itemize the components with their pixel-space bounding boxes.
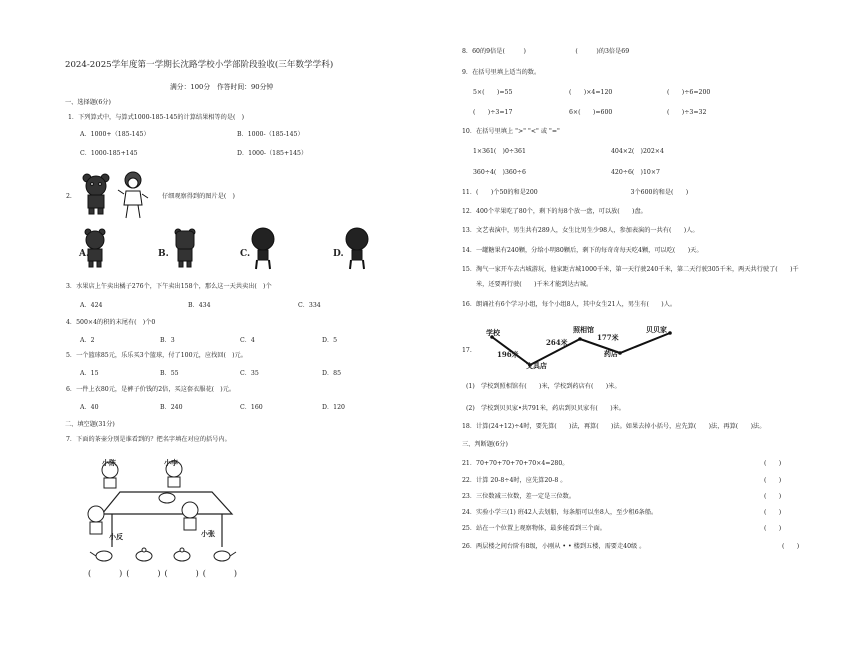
question-6: 6．一件上衣80元，是裤子价钱的2倍，买这套衣服花( )元。 [66, 386, 236, 393]
judge-question-21: 21．70+70+70+70+70×4=280。 [462, 460, 569, 467]
q1-option-a: A．1000+（185-145） [80, 131, 150, 138]
q2-option-a-label: A. [79, 249, 90, 259]
q6-option-b: B．240 [160, 404, 183, 411]
q3-option-a: A．424 [80, 302, 103, 309]
bear-figure-icon [83, 174, 109, 214]
question-15-continued: 米，还要再行驶( )千米才能到达古城。 [476, 281, 593, 288]
question-7: 7．下面的茶壶分别是谁看到的？把名字填在对应的括号内。 [66, 436, 231, 443]
boy-figure-icon [118, 172, 148, 218]
judge-answer-22[interactable]: ( ) [764, 477, 782, 484]
q6-option-c: C．160 [240, 404, 263, 411]
question-4: 4．500×4的积的末尾有( )个0 [66, 319, 156, 326]
question-18: 18．计算(24+12)÷4时，要先算( )法，再算( )法。如果去掉小括号，应先算( )法，再算( )法。 [462, 423, 766, 430]
q2-bear-and-boy-illustration [78, 170, 158, 222]
question-14: 14．一罐糖果有240颗，分给小明80颗后，剩下的每奇奇每天吃4颗，可以吃( )天。 [462, 247, 703, 254]
name-xiaofan: 小反 [109, 532, 123, 541]
q2-options-illustration [76, 225, 376, 275]
judge-answer-26[interactable]: ( ) [782, 543, 800, 550]
q4-option-d: D．5 [322, 337, 338, 344]
map-label-pharmacy: 药店 [604, 349, 618, 358]
judge-answer-23[interactable]: ( ) [764, 493, 782, 500]
q3-option-b: B．434 [188, 302, 211, 309]
option-b-bear-side-icon [175, 229, 195, 267]
name-xiaoli: 小李 [164, 458, 178, 467]
children-icon [88, 458, 198, 534]
question-1: 1．下列算式中，与算式1000-185-145的计算结果相等的是( ) [68, 114, 245, 121]
exam-title: 2024-2025学年度第一学期长沈路学校小学部阶段验收(三年数学学科) [65, 60, 334, 70]
name-xiaozhang: 小张 [201, 529, 215, 538]
teapot-on-table-icon [159, 493, 175, 503]
exam-subtitle: 满分：100分 作答时间：90分钟 [170, 83, 274, 91]
question-16: 16．朗诵社有6个学习小组，每个小组8人，其中女生21人，男生有( )人。 [462, 301, 677, 308]
q4-option-a: A．2 [80, 337, 95, 344]
q10-item-2: 404×2( )202×4 [611, 148, 664, 155]
q2-option-d-label: D. [333, 249, 344, 259]
judge-answer-25[interactable]: ( ) [764, 525, 782, 532]
q4-option-c: C．4 [240, 337, 255, 344]
q9-item-3: ( )÷6=200 [667, 89, 711, 96]
name-xiaochen: 小陈 [102, 458, 116, 467]
q10-item-4: 420÷6( )10×7 [611, 169, 660, 176]
question-10: 10．在括号里填上 ">" "<" 或 "=" [462, 128, 560, 135]
q10-item-1: 1×361( )0÷361 [473, 148, 526, 155]
map-distance-196: 196米 [497, 350, 519, 359]
q2-option-c-label: C. [240, 249, 251, 259]
question-17-number: 17. [462, 347, 472, 354]
option-c-back-icon [252, 228, 274, 269]
question-2: 仔细观察得到的图片是( ) [162, 193, 235, 200]
q6-option-a: A．40 [80, 404, 99, 411]
q9-item-5: 6×( )=600 [569, 109, 613, 116]
beibei-home-point-icon [668, 331, 672, 335]
judge-question-25: 25．站在一个位置上观察物体，最多能看到三个面。 [462, 525, 606, 532]
q5-option-c: C．35 [240, 370, 259, 377]
section-judge-heading: 三、判断题(6分) [462, 441, 508, 448]
option-a-bear-front-icon [85, 229, 105, 267]
judge-answer-24[interactable]: ( ) [764, 509, 782, 516]
pharmacy-point-icon [618, 351, 622, 355]
question-8: 8．60的9倍是( ) ( )的3倍是69 [462, 48, 630, 55]
q7-answer-blanks[interactable]: ( )( )( )( ) [88, 569, 241, 578]
q1-option-d: D．1000-（185+145） [237, 150, 308, 157]
q6-option-d: D．120 [322, 404, 345, 411]
q7-tea-table-illustration [82, 452, 252, 572]
q5-option-b: B．55 [160, 370, 179, 377]
map-label-stationery-shop: 文具店 [526, 361, 547, 370]
teapot-row-icons [90, 548, 236, 561]
q2-option-b-label: B. [158, 249, 169, 259]
question-5: 5．一个篮球85元，乐乐买3个篮球，付了100元，应找回( )元。 [66, 352, 247, 359]
question-9: 9．在括号里填上适当的数。 [462, 69, 541, 76]
q1-option-b: B．1000-（185-145） [237, 131, 304, 138]
map-distance-264: 264米 [546, 338, 568, 347]
map-label-school: 学校 [486, 328, 500, 337]
option-d-back-icon [346, 228, 368, 269]
question-2-number: 2. [66, 193, 72, 200]
question-13: 13．文艺表演中，男生共有289人，女生比男生少98人，参加表演的一共有( )人。 [462, 227, 699, 234]
question-11: 11．( )个50的和是200 3个600的和是( ) [462, 189, 689, 196]
map-distance-177: 177米 [597, 333, 619, 342]
map-label-photo-studio: 照相馆 [573, 325, 594, 334]
question-17-part-1: (1) 学校到照相馆有( )米，学校到药店有( )米。 [466, 383, 621, 390]
map-label-beibei-home: 贝贝家 [646, 325, 667, 334]
q1-option-c: C．1000-185+145 [80, 150, 138, 157]
question-17-part-2: (2) 学校到贝贝家•共791米，药店到贝贝家有( )米。 [466, 405, 625, 412]
q9-item-4: ( )÷3=17 [473, 109, 513, 116]
judge-answer-21[interactable]: ( ) [764, 460, 782, 467]
judge-question-24: 24．实验小学三(1) 班42人去划船，每条船可以坐8人，至少租6条船。 [462, 509, 658, 516]
judge-question-26: 26．两层楼之间台阶有8级，小刚从 • • 楼到五楼，需要走40级 。 [462, 543, 646, 550]
section-choice-heading: 一、选择题(6分) [65, 99, 111, 106]
question-12: 12．400个苹果吃了80个，剩下的每8个放一盘，可以放( )盘。 [462, 208, 647, 215]
q9-item-6: ( )÷3=32 [667, 109, 707, 116]
section-fill-heading: 二、填空题(31分) [65, 421, 115, 428]
q5-option-d: D．85 [322, 370, 342, 377]
q9-item-2: ( )×4=120 [569, 89, 613, 96]
judge-question-23: 23．三位数减三位数，差一定是三位数。 [462, 493, 576, 500]
q10-item-3: 360÷4( )360÷6 [473, 169, 526, 176]
question-3: 3．水果店上午卖出橘子276个，下午卖出158个，那么这一天共卖出( )个 [66, 283, 272, 290]
q5-option-a: A．15 [80, 370, 99, 377]
q4-option-b: B．3 [160, 337, 175, 344]
q3-option-c: C．334 [298, 302, 321, 309]
judge-question-22: 22．计算 20-8÷4时，应先算20-8 。 [462, 477, 567, 484]
q9-item-1: 5×( )=55 [473, 89, 513, 96]
question-15: 15．淘气一家开车去古城游玩，他家距古城1000千米，第一天行驶240千米，第二天行驶305千米，两天共行驶了( )千 [462, 266, 799, 273]
photo-studio-point-icon [578, 337, 582, 341]
